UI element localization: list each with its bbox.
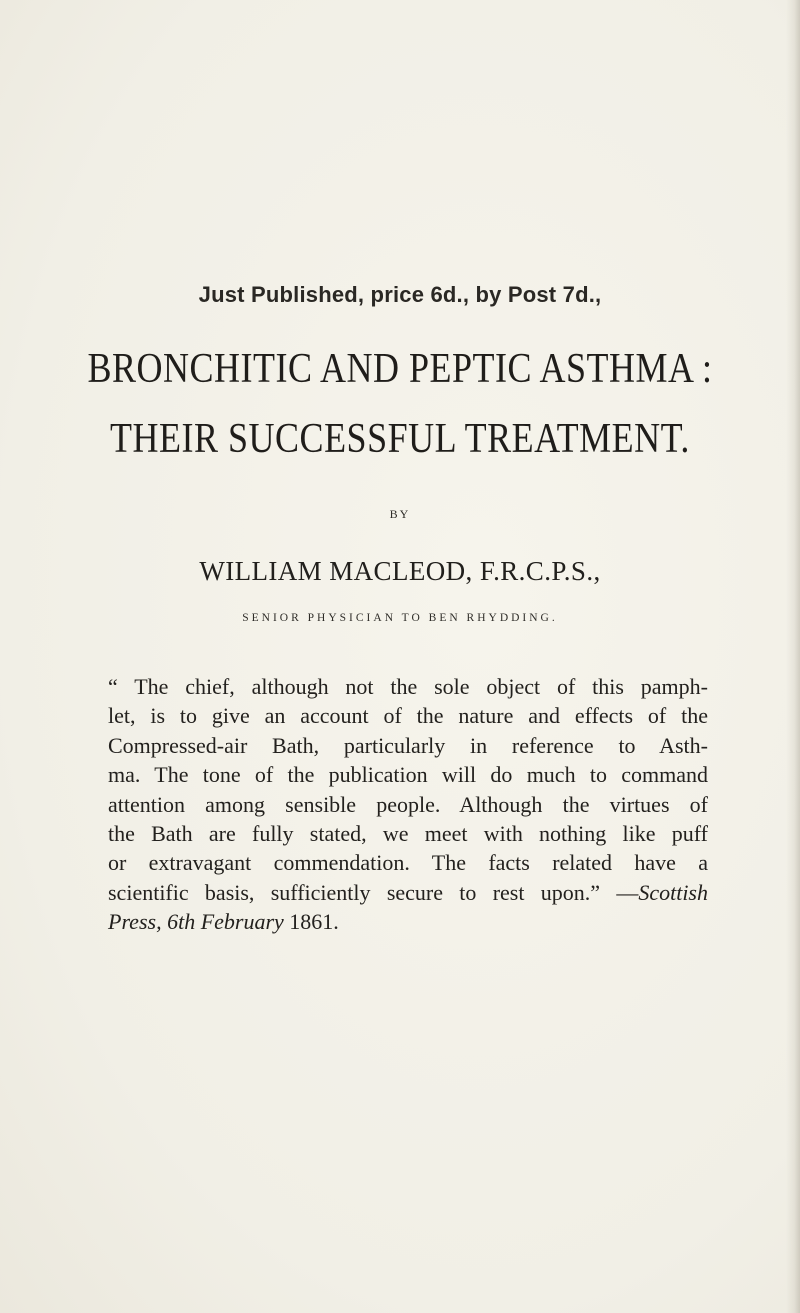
by-label: BY [389,507,411,521]
quote-text-end: scientific basis, sufficiently secure to rest upon.” — [108,879,639,905]
publication-announcement: Just Published, price 6d., by Post 7d., [198,282,602,307]
quote-line-with-source [108,878,708,907]
date-day: 6th [167,909,196,935]
date-month: February [200,909,284,935]
quote-line: “ The chief, although not the sole object of this pamph- [108,674,708,699]
quote-line: the Bath are fully stated, we meet with nothing like puff [108,821,708,847]
source-name: Scottish [638,879,708,905]
title-line-1: BRONCHITIC AND PEPTIC ASTHMA : [87,344,713,392]
review-quote [108,672,708,937]
author-name: WILLIAM MACLEOD, F.R.C.P.S., [199,556,601,586]
page-edge-shadow [786,0,800,1313]
quote-line: let, is to give an account of the nature and effects of the [108,703,708,729]
quote-line: Compressed-air Bath, particularly in reference to Asth- [108,732,708,758]
date-year: 1861. [289,909,339,935]
quote-line: attention among sensible people. Although the virtues of [108,791,708,817]
quote-line: ma. The tone of the publication will do much to command [108,762,708,788]
quote-line: or extravagant commendation. The facts related have a [108,850,708,876]
title-line-2: THEIR SUCCESSFUL TREATMENT. [110,414,690,462]
author-position: SENIOR PHYSICIAN TO BEN RHYDDING. [242,612,558,624]
source-press: Press, [108,909,162,935]
citation-line [108,907,708,936]
